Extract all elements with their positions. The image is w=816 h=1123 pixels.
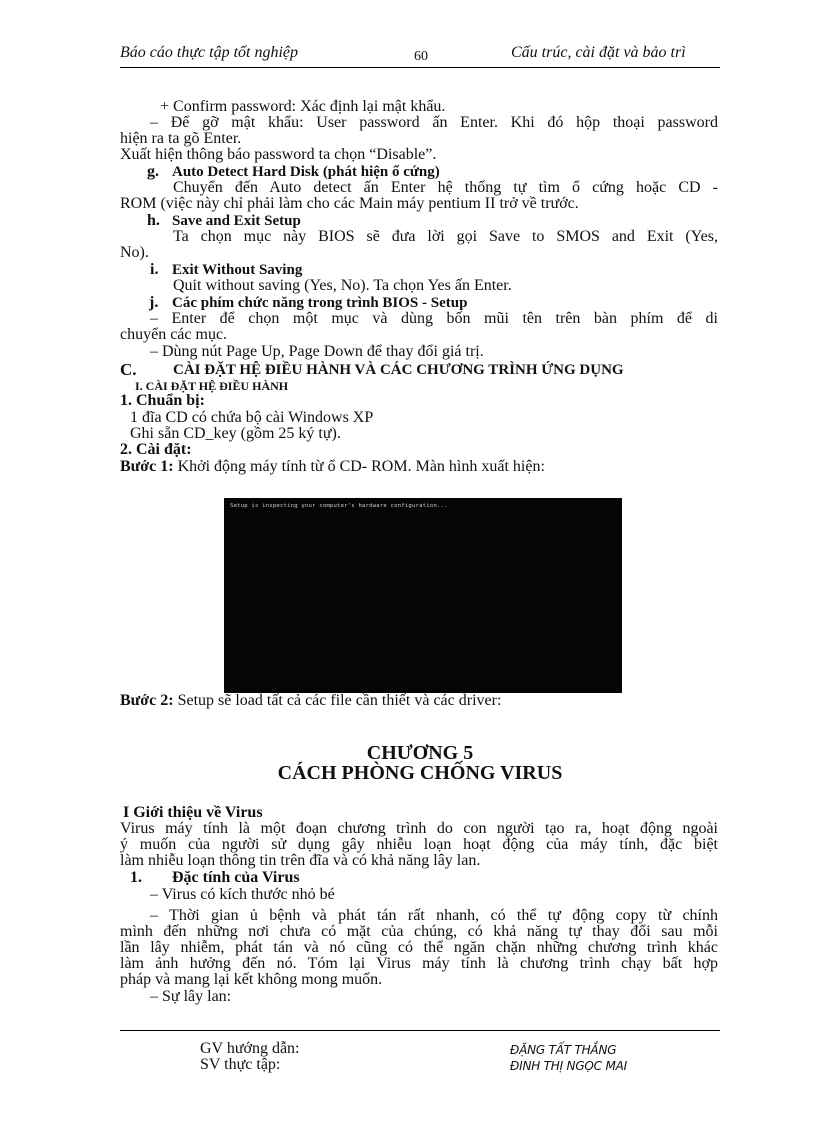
body-line: Ghi sẵn CD_key (gồm 25 ký tự). xyxy=(130,425,341,442)
advisor-name: ĐẶNG TẤT THẮNG xyxy=(510,1043,617,1057)
body-line: – Virus có kích thước nhỏ bé xyxy=(150,886,335,903)
section-marker: C. xyxy=(120,360,137,379)
subsection-heading: I. CÀI ĐẶT HỆ ĐIỀU HÀNH xyxy=(135,379,289,393)
subsection-heading: 2. Cài đặt: xyxy=(120,441,192,458)
body-line: + Confirm password: Xác định lại mật khẩu. xyxy=(160,98,446,115)
body-line: ROM (việc này chỉ phải làm cho các Main máy pentium II trở về trước. xyxy=(120,195,579,212)
advisor-label: GV hướng dẫn: xyxy=(200,1040,300,1057)
setup-screen-image xyxy=(224,498,622,693)
section-heading: I Giới thiệu về Virus xyxy=(123,804,263,821)
chapter-title: CÁCH PHÒNG CHỐNG VIRUS xyxy=(277,762,563,784)
list-marker: g. xyxy=(147,163,159,180)
body-line: 1 đĩa CD có chứa bộ cài Windows XP xyxy=(130,409,374,426)
body-line: chuyển các mục. xyxy=(120,326,228,343)
body-line: làm nhiễu loạn thông tin trên đĩa và có khả năng lây lan. xyxy=(120,852,481,869)
body-line: – Dùng nút Page Up, Page Down để thay đổi giá trị. xyxy=(150,343,484,360)
body-line: mình đến những nơi chưa có mặt của chúng, có khả năng tự thay đổi sau mỗi xyxy=(120,923,718,940)
body-line xyxy=(120,459,545,475)
section-heading: CÀI ĐẶT HỆ ĐIỀU HÀNH VÀ CÁC CHƯƠNG TRÌNH ỨNG DỤNG xyxy=(173,362,624,378)
header-rule xyxy=(120,67,720,68)
body-line: Xuất hiện thông báo password ta chọn “Disable”. xyxy=(120,146,437,163)
page-number: 60 xyxy=(414,49,428,64)
body-line: hiện ra ta gõ Enter. xyxy=(120,130,242,147)
body-line: – Để gỡ mật khẩu: User password ấn Enter. Khi đó hộp thoại password xyxy=(150,114,718,131)
subsection-heading: 1. Chuẩn bị: xyxy=(120,392,205,409)
subsection-heading: Các phím chức năng trong trình BIOS - Setup xyxy=(172,295,468,311)
body-line: làm ảnh hưởng đến nó. Tóm lại Virus máy tính là chương trình chạy bất hợp xyxy=(120,955,718,972)
body-line: Ta chọn mục này BIOS sẽ đưa lời gọi Save to SMOS and Exit (Yes, xyxy=(173,228,718,245)
footer-rule xyxy=(120,1030,720,1031)
body-line: Chuyển đến Auto detect ấn Enter hệ thống tự tìm ổ cứng hoặc CD - xyxy=(173,179,718,196)
body-line: ý muốn của người sử dụng gây nhiễu loạn hoạt động của máy tính, đặc biệt xyxy=(120,836,718,853)
body-line: Quit without saving (Yes, No). Ta chọn Yes ấn Enter. xyxy=(173,277,512,294)
step-label: Bước 2: xyxy=(120,692,174,709)
subsection-heading: Exit Without Saving xyxy=(172,262,303,278)
body-line: – Enter để chọn một mục và dùng bốn mũi tên trên bàn phím để di xyxy=(150,310,718,327)
list-marker: h. xyxy=(147,212,160,229)
body-line: – Thời gian ủ bệnh và phát tán rất nhanh, có thể tự động copy từ chính xyxy=(150,907,718,924)
list-marker: j. xyxy=(149,294,159,311)
step-label: Bước 1: xyxy=(120,458,174,475)
setup-console-text: Setup is inspecting your computer's hardware configuration... xyxy=(230,503,448,509)
body-line xyxy=(120,693,501,709)
student-label: SV thực tập: xyxy=(200,1056,281,1073)
body-line: pháp và mang lại kết không mong muốn. xyxy=(120,971,383,988)
body-line: lần lây nhiễm, phát tán và nó cũng có thể ngăn chặn những chương trình khác xyxy=(120,939,718,956)
list-marker: i. xyxy=(150,261,159,278)
step-text: Khởi động máy tính từ ổ CD- ROM. Màn hình xuất hiện: xyxy=(173,458,545,475)
body-line: – Sự lây lan: xyxy=(150,988,232,1005)
subsection-heading: Auto Detect Hard Disk (phát hiện ổ cứng) xyxy=(172,164,440,180)
subsection-heading: Save and Exit Setup xyxy=(172,213,301,229)
step-text: Setup sẽ load tất cả các file cần thiết và các driver: xyxy=(173,692,502,709)
body-line: No). xyxy=(120,244,149,261)
list-marker: 1. xyxy=(130,869,142,886)
body-line: Virus máy tính là một đoạn chương trình do con người tạo ra, hoạt động ngoài xyxy=(120,820,718,837)
header-report-title: Báo cáo thực tập tốt nghiệp xyxy=(120,44,299,61)
header-subject: Cấu trúc, cài đặt và bảo trì xyxy=(511,44,686,61)
subsection-heading: Đặc tính của Virus xyxy=(172,869,300,886)
chapter-number: CHƯƠNG 5 xyxy=(366,742,474,764)
student-name: ĐINH THỊ NGỌC MAI xyxy=(510,1059,627,1073)
